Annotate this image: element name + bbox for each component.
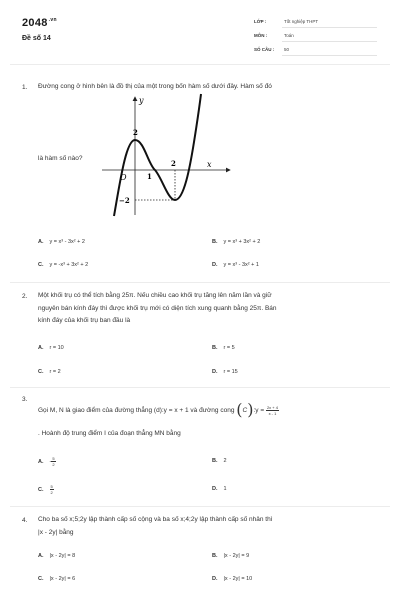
- q1-option-b[interactable]: B. y = x³ + 3x² + 2: [212, 239, 261, 245]
- q3-option-c[interactable]: C. $\frac{5}{2}$: [38, 484, 53, 495]
- q2-option-a[interactable]: A. r = 10: [38, 345, 64, 351]
- question-divider: [10, 282, 390, 283]
- x-axis-label: x: [207, 160, 212, 169]
- question-2-number: 2.: [22, 293, 28, 300]
- subject-label: MÔN :: [254, 33, 268, 38]
- divider: [282, 55, 377, 56]
- question-3-text: [38, 400, 279, 419]
- q3-option-d[interactable]: D. 1: [212, 486, 227, 492]
- tick-label-neg2: −2: [119, 196, 130, 205]
- divider: [282, 41, 377, 42]
- tick-label-y2: 2: [133, 128, 138, 137]
- question-3-number: 3.: [22, 396, 28, 403]
- question-3-text-cont: . Hoành độ trung điểm I của đoạn thẳng MN bằng: [38, 430, 181, 437]
- curve-name-paren: (: [236, 400, 243, 419]
- q4-option-c[interactable]: C. |x - 2y| = 6: [38, 576, 76, 582]
- question-2-line: nguyên bán kính đáy thì được khối trụ mới có diện tích xung quanh bằng 25π. Bán: [38, 304, 277, 312]
- tick-label-1: 1: [147, 172, 152, 181]
- origin-label: O: [120, 173, 127, 182]
- q2-option-b[interactable]: B. r = 5: [212, 345, 235, 351]
- question-2-line: Một khối trụ có thể tích bằng 25π. Nếu chiều cao khối trụ tăng lên năm lần và giữ: [38, 292, 272, 299]
- class-value: Tốt nghiệp THPT: [284, 19, 319, 24]
- q3-option-b[interactable]: B. 2: [212, 458, 227, 464]
- class-label: LỚP :: [254, 19, 267, 24]
- curve-name-paren: ): [247, 400, 254, 419]
- question-3-line: Gọi M, N là giao điểm của đường thẳng (d):y = x + 1 và đường cong: [38, 406, 235, 414]
- logo: [22, 17, 57, 29]
- header-divider: [10, 64, 390, 65]
- function-graph: [100, 92, 235, 217]
- q4-option-a[interactable]: A. |x - 2y| = 8: [38, 553, 76, 559]
- exam-title: Đề số 14: [22, 35, 51, 42]
- curve-name: C: [242, 406, 248, 414]
- q4-option-d[interactable]: D. |x - 2y| = 10: [212, 576, 253, 582]
- q1-option-d[interactable]: D. y = x³ - 3x² + 1: [212, 262, 259, 268]
- question-divider: [10, 506, 390, 507]
- tick-label-x2: 2: [171, 159, 176, 168]
- logo-suffix: .vn: [48, 17, 57, 23]
- question-2-text: [38, 290, 388, 328]
- q1-option-c[interactable]: C. y = -x³ + 3x² + 2: [38, 262, 89, 268]
- function-def: :y =: [253, 406, 265, 414]
- question-1-number: 1.: [22, 84, 28, 91]
- question-4-text: [38, 514, 388, 539]
- question-count-value: 50: [284, 47, 290, 52]
- q2-option-c[interactable]: C. r = 2: [38, 369, 61, 375]
- q4-option-b[interactable]: B. |x - 2y| = 9: [212, 553, 250, 559]
- question-divider: [10, 387, 390, 388]
- logo-main: 2048: [22, 17, 48, 29]
- q3-option-a[interactable]: A. - $\frac{5}{2}$: [38, 456, 55, 467]
- function-fraction: $\frac{2x + 4}{x - 1}$: [266, 404, 278, 416]
- q2-option-d[interactable]: D. r = 15: [212, 369, 238, 375]
- divider: [282, 27, 377, 28]
- question-2-line: kính đáy của khối trụ ban đầu là: [38, 317, 131, 324]
- question-4-line: Cho ba số x;5;2y lập thành cấp số cộng và ba số x;4;2y lập thành cấp số nhân thì: [38, 516, 273, 523]
- q1-option-a[interactable]: A. y = x³ - 3x² + 2: [38, 239, 85, 245]
- y-axis-label: y: [139, 96, 144, 105]
- question-4-line: |x - 2y| bằng: [38, 528, 74, 536]
- subject-value: Toán: [284, 33, 294, 38]
- question-count-label: SỐ CÂU :: [254, 47, 275, 52]
- question-1-text: Đường cong ở hình bên là đồ thị của một trong bốn hàm số dưới đây. Hàm số đó: [38, 83, 272, 90]
- question-1-text-cont: là hàm số nào?: [38, 155, 83, 162]
- question-4-number: 4.: [22, 517, 28, 524]
